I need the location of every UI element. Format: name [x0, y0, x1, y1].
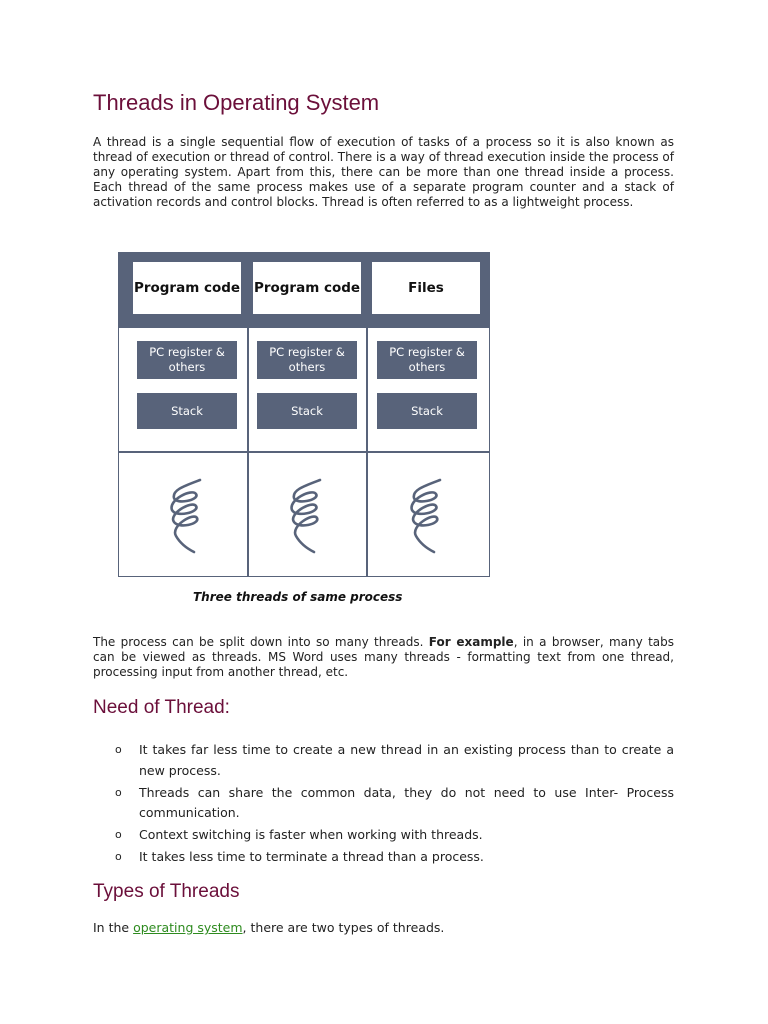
stack-box: Stack	[137, 393, 237, 429]
need-of-thread-heading: Need of Thread:	[93, 697, 230, 718]
types-text-start: In the	[93, 920, 134, 935]
stack-box: Stack	[377, 393, 477, 429]
example-paragraph	[93, 635, 674, 680]
types-text-end: , there are two types of threads.	[242, 920, 445, 935]
list-item	[93, 825, 674, 846]
pc-register-box: PC register & others	[257, 341, 357, 379]
list-item	[93, 783, 674, 824]
page-title: Threads in Operating System	[93, 90, 380, 115]
list-item	[93, 847, 674, 868]
pc-register-box: PC register & others	[377, 341, 477, 379]
thread-coil-icon	[284, 478, 328, 554]
list-item	[93, 740, 674, 781]
pc-register-box: PC register & others	[137, 341, 237, 379]
example-text-start: The process can be split down into so many threads.	[93, 635, 429, 649]
column-divider	[366, 328, 368, 577]
bullet-mark: o	[115, 828, 122, 841]
example-bold: For example	[428, 635, 514, 649]
example-text-end: , in a browser, many tabs can be viewed as threads. MS Word uses many threads - formatting text from one thread, processing input from another thread, etc.	[93, 635, 675, 679]
bullet-text: It takes far less time to create a new thread in an existing process than to create a new process.	[139, 742, 674, 778]
row-divider	[118, 451, 490, 453]
bullet-text: It takes less time to terminate a thread than a process.	[139, 849, 484, 864]
diagram-top-box: Program code	[133, 262, 241, 314]
types-of-threads-heading: Types of Threads	[93, 881, 240, 902]
need-bullet-list	[93, 740, 674, 869]
diagram-caption: Three threads of same process	[193, 590, 403, 604]
bullet-text: Threads can share the common data, they do not need to use Inter- Process communication.	[139, 784, 674, 820]
diagram-top-box: Program code	[253, 262, 361, 314]
column-divider	[247, 328, 249, 577]
intro-paragraph: A thread is a single sequential flow of execution of tasks of a process so it is also known as thread of execution or thread of control. There is a way of thread execution inside the process of any operating system. Apart from this, there can be more than one thread inside a process. Each thread of the same process makes use of a separate program counter and a stack of activation records and control blocks. Thread is often referred to as a lightweight process.	[93, 135, 674, 209]
thread-coil-icon	[404, 478, 448, 554]
bullet-mark: o	[115, 785, 122, 799]
operating-system-link[interactable]: operating system	[133, 920, 243, 935]
types-intro-paragraph	[93, 920, 444, 936]
thread-diagram	[118, 252, 492, 580]
thread-coil-icon	[164, 478, 208, 554]
bullet-mark: o	[115, 850, 122, 863]
diagram-top-box: Files	[372, 262, 480, 314]
stack-box: Stack	[257, 393, 357, 429]
bullet-text: Context switching is faster when working with threads.	[139, 827, 483, 842]
bullet-mark: o	[115, 743, 122, 756]
